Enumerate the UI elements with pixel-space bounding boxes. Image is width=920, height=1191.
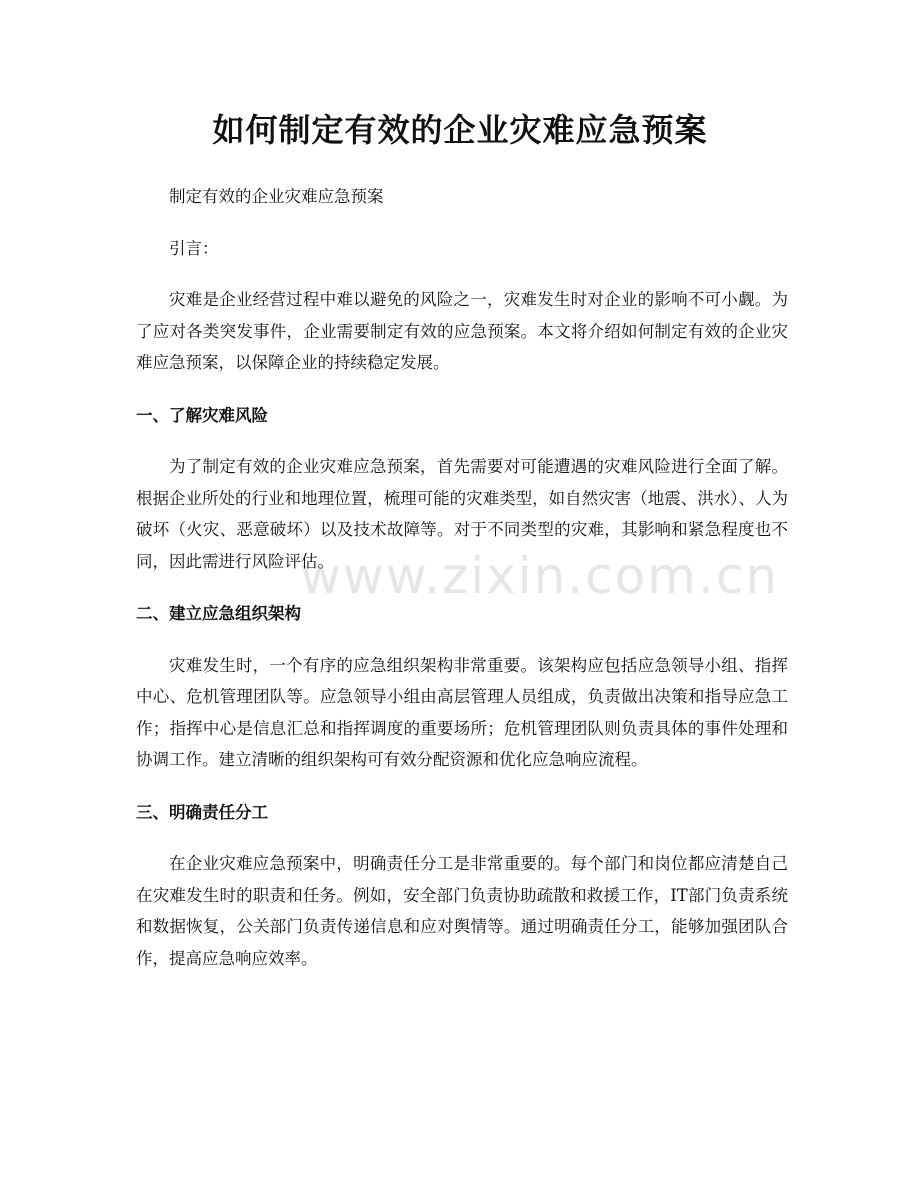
page-title: 如何制定有效的企业灾难应急预案 [212,111,708,149]
section-heading-1: 一、了解灾难风险 [136,405,268,425]
section-heading-3: 三、明确责任分工 [136,802,268,822]
document-subtitle: 制定有效的企业灾难应急预案 [169,187,384,206]
section-paragraph-1: 为了制定有效的企业灾难应急预案，首先需要对可能遭遇的灾难风险进行全面了解。根据企业所处的行业和地理位置，梳理可能的灾难类型，如自然灾害（地震、洪水）、人为破坏（火灾、恶意破坏）以及技术故障等。对于不同类型的灾难，其影响和紧急程度也不同，因此需进行风险评估。 [136,457,788,571]
section-heading-2: 二、建立应急组织架构 [136,604,301,623]
intro-label: 引言： [169,238,219,258]
section-paragraph-2: 灾难发生时，一个有序的应急组织架构非常重要。该架构应包括应急领导小组、指挥中心、危机管理团队等。应急领导小组由高层管理人员组成，负责做出决策和指导应急工作；指挥中心是信息汇总和指挥调度的重要场所；危机管理团队则负责具体的事件处理和协调工作。建立清晰的组织架构可有效分配资源和优化应急响应流程。 [136,655,788,769]
document-body [136,181,788,995]
intro-paragraph: 灾难是企业经营过程中难以避免的风险之一，灾难发生时对企业的影响不可小觑。为了应对各类突发事件，企业需要制定有效的应急预案。本文将介绍如何制定有效的企业灾难应急预案，以保障企业的持续稳定发展。 [136,290,788,372]
section-paragraph-3: 在企业灾难应急预案中，明确责任分工是非常重要的。每个部门和岗位都应清楚自己在灾难发生时的职责和任务。例如，安全部门负责协助疏散和救援工作，IT部门负责系统和数据恢复，公关部门负责传递信息和应对舆情等。通过明确责任分工，能够加强团队合作，提高应急响应效率。 [136,854,788,968]
watermark-text: www.zixin.com.cn [300,547,780,605]
